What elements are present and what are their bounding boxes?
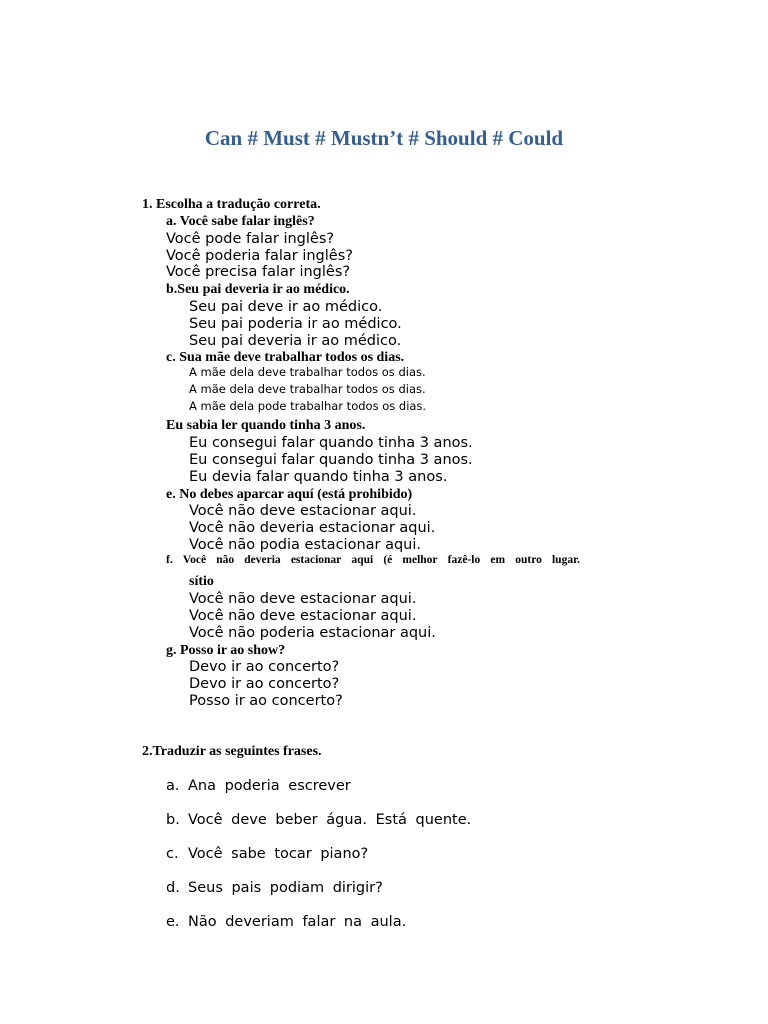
option-g-3: Posso ir ao concerto? <box>189 693 343 709</box>
option-c-3: A mãe dela pode trabalhar todos os dias. <box>189 399 427 413</box>
option-a-2: Você poderia falar inglês? <box>166 248 353 264</box>
question-f-word: estacionar <box>290 554 342 566</box>
option-a-3: Você precisa falar inglês? <box>166 264 351 280</box>
translate-item <box>166 813 471 828</box>
item-label: d. <box>166 880 180 896</box>
question-f <box>166 555 580 567</box>
item-label: e. <box>166 914 180 930</box>
question-f-word: aqui <box>351 554 374 566</box>
page-title: Can # Must # Mustn’t # Should # Could <box>204 126 564 150</box>
question-d: Eu sabia ler quando tinha 3 anos. <box>166 418 366 433</box>
translate-item <box>166 847 368 862</box>
question-f-word: em <box>490 554 506 566</box>
translate-item <box>166 915 406 930</box>
question-e: e. No debes aparcar aquí (está prohibido) <box>166 487 413 502</box>
question-f-word: fazê-lo <box>447 554 481 566</box>
option-f-2: Você não deve estacionar aqui. <box>189 608 417 624</box>
question-f-word: outro <box>515 554 542 566</box>
option-b-2: Seu pai poderia ir ao médico. <box>189 316 402 332</box>
question-f-continuation: sítio <box>189 574 214 589</box>
option-f-3: Você não poderia estacionar aqui. <box>189 625 436 641</box>
option-e-1: Você não deve estacionar aqui. <box>189 503 417 519</box>
question-f-word: Você <box>182 554 207 566</box>
item-text: Você sabe tocar piano? <box>188 846 369 862</box>
question-b: b.Seu pai deveria ir ao médico. <box>166 282 350 297</box>
option-g-2: Devo ir ao concerto? <box>189 676 340 692</box>
option-d-2: Eu consegui falar quando tinha 3 anos. <box>189 452 473 468</box>
option-a-1: Você pode falar inglês? <box>166 231 335 247</box>
question-f-word: (é <box>383 554 393 566</box>
item-text: Não deveriam falar na aula. <box>188 914 407 930</box>
item-label: c. <box>166 846 179 862</box>
option-b-3: Seu pai deveria ir ao médico. <box>189 333 402 349</box>
question-f-word: melhor <box>402 554 438 566</box>
translate-item <box>166 881 383 896</box>
section2-heading: 2.Traduzir as seguintes frases. <box>142 744 322 759</box>
option-e-2: Você não deveria estacionar aqui. <box>189 520 436 536</box>
item-text: Seus pais podiam dirigir? <box>188 880 383 896</box>
question-f-word: não <box>216 554 235 566</box>
option-d-3: Eu devia falar quando tinha 3 anos. <box>189 469 448 485</box>
item-label: b. <box>166 812 180 828</box>
question-f-word: deveria <box>244 554 281 566</box>
item-text: Ana poderia escrever <box>188 778 351 794</box>
option-f-1: Você não deve estacionar aqui. <box>189 591 417 607</box>
item-text: Você deve beber água. Está quente. <box>188 812 472 828</box>
option-c-2: A mãe dela deve trabalhar todos os dias. <box>189 382 426 396</box>
question-a: a. Você sabe falar inglês? <box>166 214 315 229</box>
option-e-3: Você não podia estacionar aqui. <box>189 537 422 553</box>
option-d-1: Eu consegui falar quando tinha 3 anos. <box>189 435 473 451</box>
translate-item <box>166 779 351 794</box>
option-c-1: A mãe dela deve trabalhar todos os dias. <box>189 365 426 379</box>
question-g: g. Posso ir ao show? <box>166 643 286 658</box>
question-c: c. Sua mãe deve trabalhar todos os dias. <box>166 350 405 365</box>
option-b-1: Seu pai deve ir ao médico. <box>189 299 383 315</box>
option-g-1: Devo ir ao concerto? <box>189 659 340 675</box>
question-f-word: lugar. <box>551 554 580 566</box>
item-label: a. <box>166 778 180 794</box>
section1-heading: 1. Escolha a tradução correta. <box>142 197 321 212</box>
question-f-word: f. <box>166 554 173 566</box>
